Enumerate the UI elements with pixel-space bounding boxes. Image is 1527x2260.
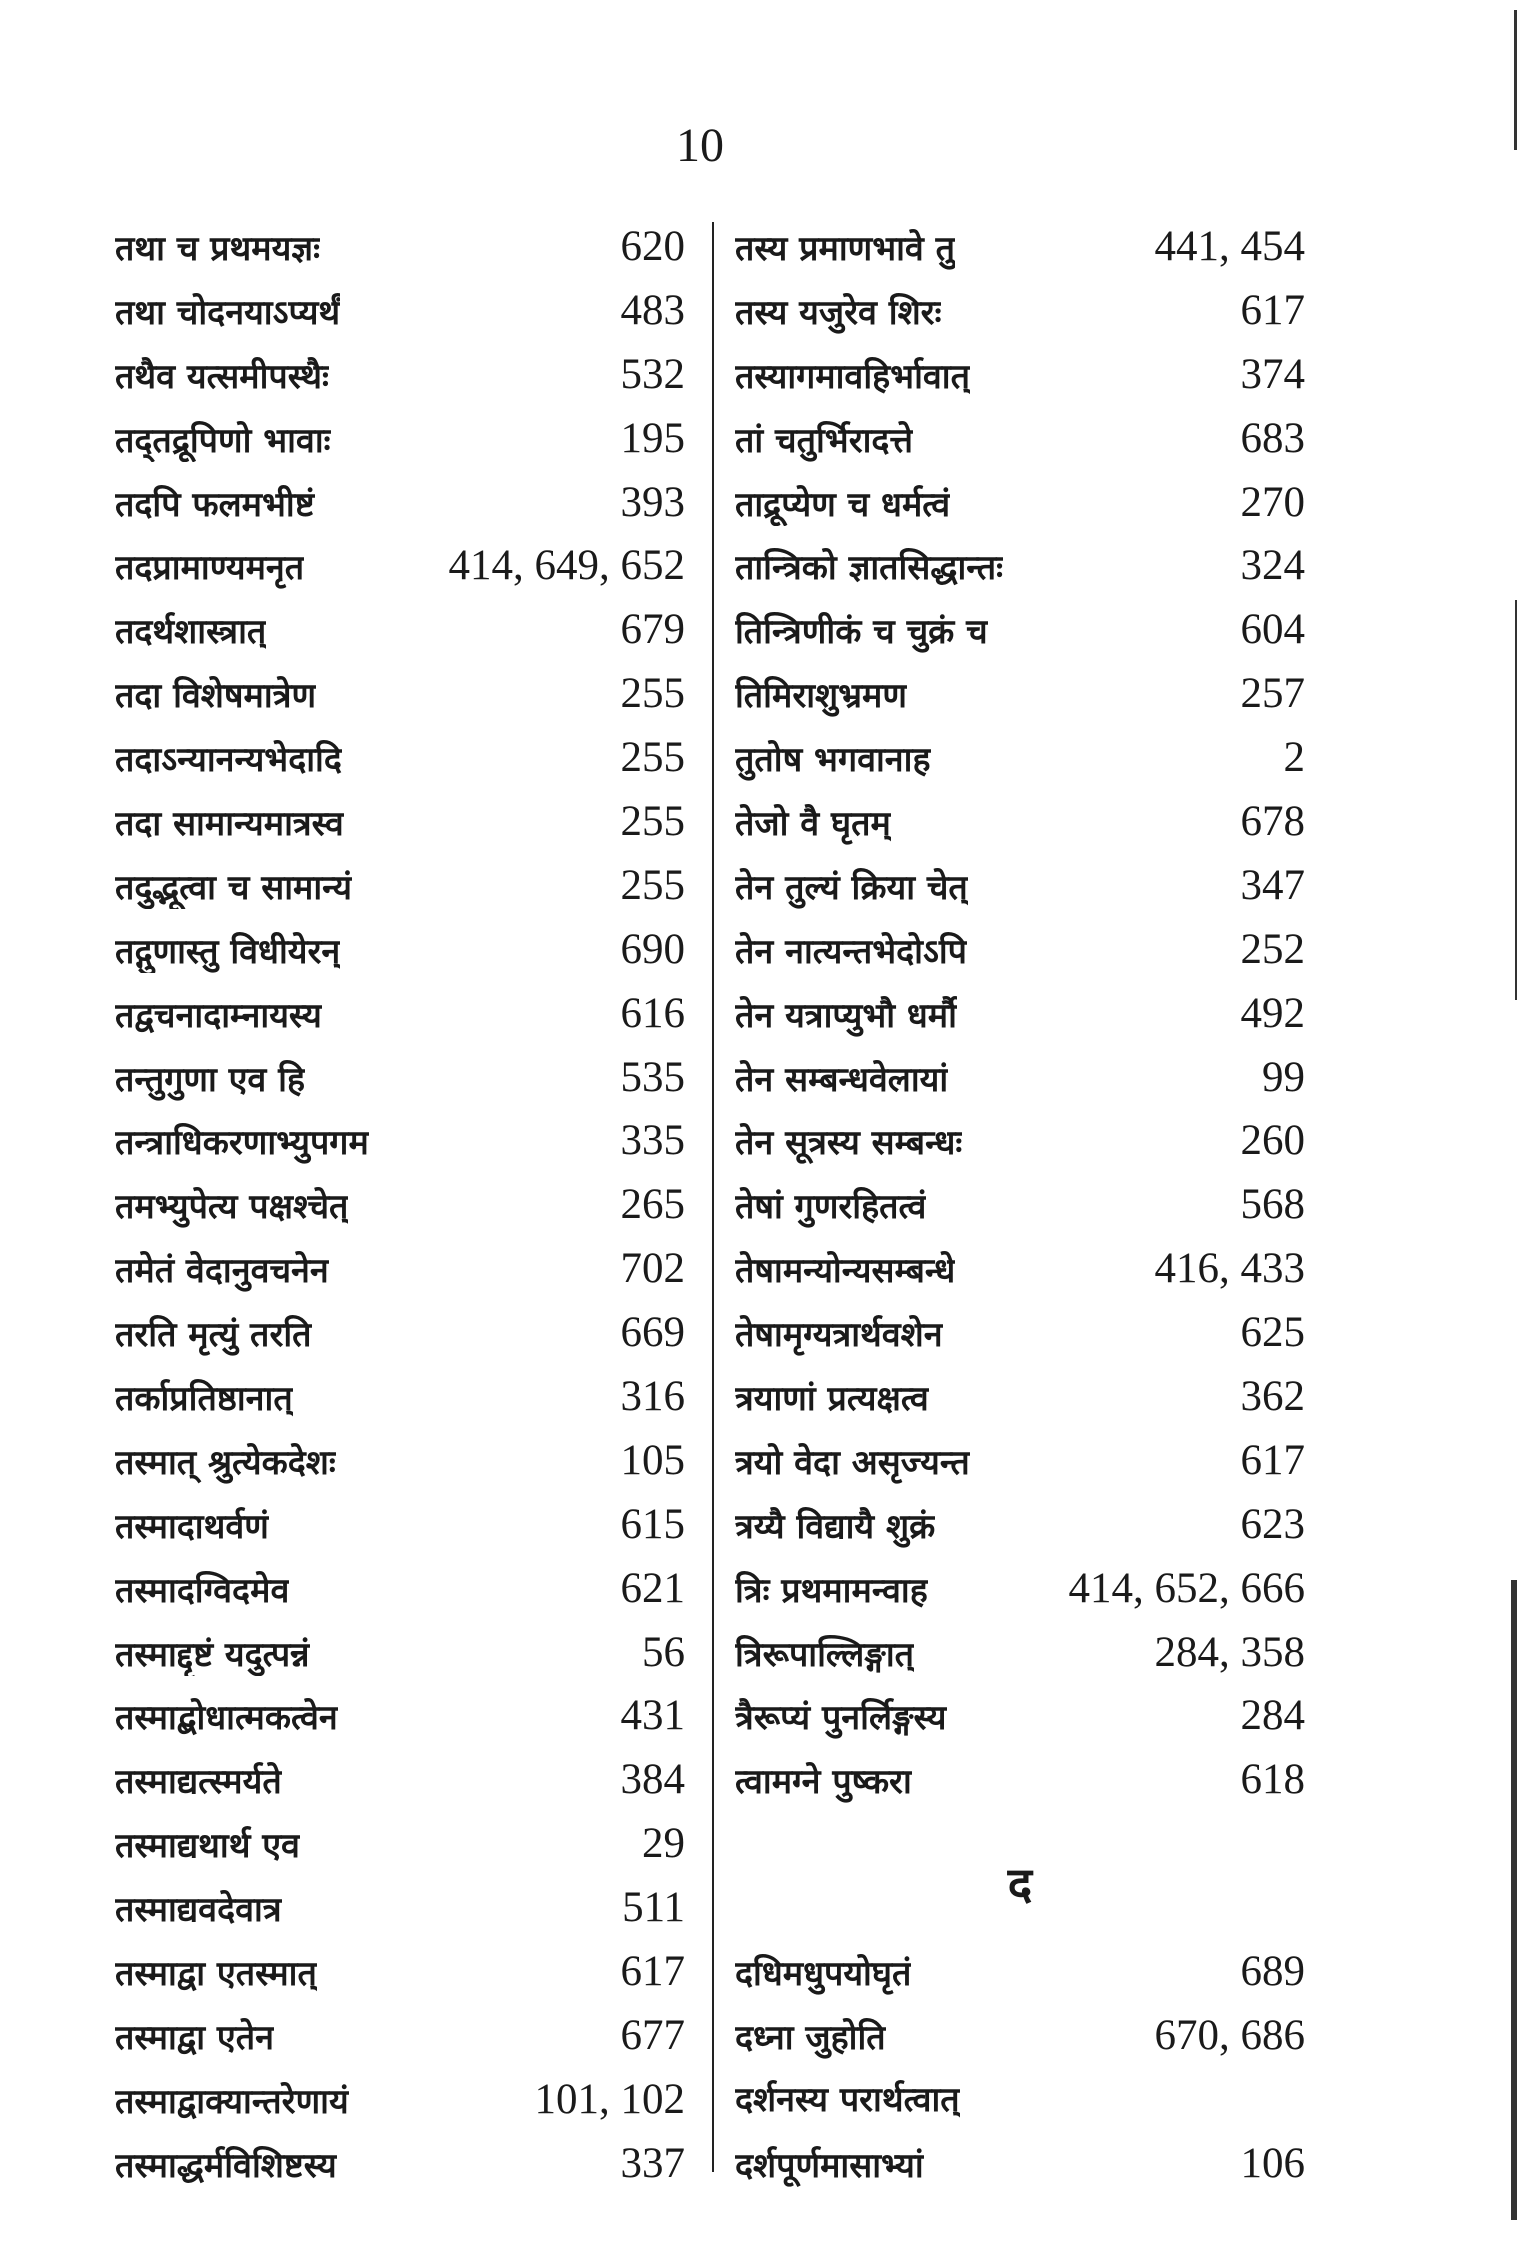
index-entry [735,1116,1305,1180]
index-term: तेषां गुणरहितत्वं [735,1187,927,1228]
index-section-d [735,1947,1305,2203]
index-entry [115,669,685,733]
index-term: तस्माद्यवदेवात्र [115,1890,282,1931]
index-page-ref: 252 [1240,925,1305,973]
index-term: तदाऽन्यानन्यभेदादि [115,740,342,781]
index-page-ref: 101, 102 [534,2075,685,2123]
index-term: तस्माद्वा एतेन [115,2017,274,2058]
index-entry [115,2075,685,2139]
index-page-ref: 270 [1240,478,1305,526]
index-page-ref: 670, 686 [1154,2011,1305,2059]
index-entry [115,797,685,861]
index-entry [115,2139,685,2203]
index-page-ref: 414, 649, 652 [448,542,685,590]
index-page-ref: 2 [1283,734,1305,782]
index-page-ref: 568 [1240,1181,1305,1229]
index-page-ref: 384 [620,1756,685,1804]
index-column-right [735,222,1305,2203]
index-entry [115,1819,685,1883]
index-entry [115,925,685,989]
index-term: त्रैरूप्यं पुनर्लिङ्गस्य [735,1698,947,1739]
index-page-ref: 195 [620,414,685,462]
index-page-ref: 29 [642,1820,685,1868]
index-page-ref: 615 [620,1500,685,1548]
index-entry [115,1436,685,1500]
index-term: तद्वचनादाम्नायस्य [115,995,322,1036]
index-page-ref: 255 [620,670,685,718]
index-page-ref: 374 [1240,350,1305,398]
index-term: त्रय्यै विद्यायै शुक्रं [735,1506,936,1547]
index-page-ref: 99 [1262,1053,1305,1101]
index-entry [735,925,1305,989]
index-term: तस्मादग्विदमेव [115,1570,290,1611]
index-term: तदर्थशास्त्रात् [115,612,267,653]
index-term: त्वामग्ने पुष्करा [735,1762,912,1803]
index-page-ref: 618 [1240,1756,1305,1804]
index-entry [735,861,1305,925]
index-entry [115,1564,685,1628]
index-entry [115,605,685,669]
index-term: तस्य यजुरेव शिरः [735,292,942,333]
index-term: त्रयाणां प्रत्यक्षत्व [735,1379,929,1420]
page-edge-mark [1515,600,1517,1000]
index-entry [735,1564,1305,1628]
index-term: तमेतं वेदानुवचनेन [115,1251,329,1292]
index-section-t [735,222,1305,1819]
index-page-ref: 532 [620,350,685,398]
index-entry [115,1308,685,1372]
index-term: तेषामन्योन्यसम्बन्धे [735,1251,956,1292]
index-term: तेषामृग्यत्रार्थवशेन [735,1315,943,1356]
index-term: तद्गुणास्तु विधीयेरन् [115,931,341,972]
index-entry [115,1116,685,1180]
index-term: तस्य प्रमाणभावे तु [735,229,956,269]
index-term: तथा च प्रथमयज्ञः [115,229,320,269]
index-entry [735,669,1305,733]
section-heading: द [1007,1857,1033,1912]
index-entry [735,2011,1305,2075]
index-page-ref: 492 [1240,989,1305,1037]
index-term: तान्त्रिको ज्ञातसिद्धान्तः [735,548,1004,589]
index-page-ref: 316 [620,1373,685,1421]
index-term: तिन्त्रिणीकं च चुक्रं च [735,612,988,653]
index-page-ref: 702 [620,1245,685,1293]
index-term: तस्मादाथर्वणं [115,1506,269,1547]
index-term: दर्शनस्य परार्थत्वात् [735,2079,960,2120]
index-entry [735,1755,1305,1819]
index-entry [735,797,1305,861]
index-entry [115,350,685,414]
index-entry [115,478,685,542]
index-page-ref: 689 [1240,1948,1305,1996]
index-entry [735,1180,1305,1244]
index-page-ref: 347 [1240,861,1305,909]
index-page-ref: 337 [620,2139,685,2187]
index-term: तेन सम्बन्धवेलायां [735,1059,949,1100]
index-entry [735,733,1305,797]
index-term: दर्शपूर्णमासाभ्यां [735,2145,924,2186]
index-page-ref: 535 [620,1053,685,1101]
index-entry [735,989,1305,1053]
index-entry [735,1500,1305,1564]
index-entry [115,1372,685,1436]
index-term: तेन नात्यन्तभेदोऽपि [735,931,967,972]
index-term: दध्ना जुहोति [735,2017,886,2058]
index-entry [115,1755,685,1819]
index-page-ref: 416, 433 [1154,1245,1305,1293]
index-column-left [115,222,685,2203]
index-entry [735,2139,1305,2203]
index-page-ref: 621 [620,1564,685,1612]
index-entry [115,1053,685,1117]
index-entry [735,1436,1305,1500]
index-page-ref: 284 [1240,1692,1305,1740]
index-page-ref: 260 [1240,1117,1305,1165]
index-entry [735,605,1305,669]
index-term: दधिमधुपयोघृतं [735,1954,912,1995]
index-term: तदा विशेषमात्रेण [115,676,317,717]
index-term: तस्माद्दृष्टं यदुत्पन्नं [115,1634,310,1675]
index-entry [735,1628,1305,1692]
index-page-ref: 255 [620,798,685,846]
index-page-ref: 625 [1240,1309,1305,1357]
index-term: तथा चोदनयाऽप्यर्थं [115,292,341,333]
index-entry [115,989,685,1053]
index-entry [115,286,685,350]
index-entry [115,2011,685,2075]
index-term: तस्यागमावहिर्भावात् [735,356,970,397]
index-page-ref: 620 [620,223,685,270]
index-entry [735,1372,1305,1436]
index-entry [115,1628,685,1692]
index-entry [115,1244,685,1308]
index-page-ref: 431 [620,1692,685,1740]
index-term: तेजो वै घृतम् [735,804,891,845]
index-term: तन्तुगुणा एव हि [115,1059,306,1100]
index-page-ref: 483 [620,286,685,334]
index-entry [115,1947,685,2011]
index-term: त्रिरूपाल्लिङ्गात् [735,1634,915,1675]
index-entry [735,1053,1305,1117]
index-page-ref: 284, 358 [1154,1628,1305,1676]
index-term: तुतोष भगवानाह [735,740,931,781]
index-entry [115,222,685,286]
index-entry [735,2075,1305,2139]
page-edge-mark [1514,10,1517,150]
index-entry [735,1244,1305,1308]
index-page-ref: 56 [642,1628,685,1676]
index-page-ref: 255 [620,734,685,782]
index-term: तस्माद्बोधात्मकत्वेन [115,1698,338,1739]
index-page-ref: 617 [1240,1436,1305,1484]
index-term: तदा सामान्यमात्रस्व [115,804,344,845]
index-term: तस्माद्यथार्थ एव [115,1826,300,1867]
index-page-ref: 106 [1240,2139,1305,2187]
index-entry [735,1308,1305,1372]
index-page-ref: 255 [620,861,685,909]
index-term: तन्त्राधिकरणाभ्युपगम [115,1123,369,1164]
index-page-ref: 265 [620,1181,685,1229]
index-page-ref: 677 [620,2011,685,2059]
index-term: त्रिः प्रथमामन्वाह [735,1570,928,1611]
index-page-ref: 393 [620,478,685,526]
index-entry [115,1500,685,1564]
index-entry [735,414,1305,478]
column-divider [712,222,714,2172]
index-page-ref: 335 [620,1117,685,1165]
index-page-ref: 683 [1240,414,1305,462]
index-page-ref: 679 [620,606,685,654]
index-term: तदप्रामाण्यमनृत [115,548,305,589]
index-entry [115,733,685,797]
index-entry [735,1691,1305,1755]
index-entry [735,541,1305,605]
index-page-ref: 362 [1240,1373,1305,1421]
index-term: तदपि फलमभीष्टं [115,484,315,525]
index-term: तथैव यत्समीपस्थैः [115,356,329,397]
index-term: तरति मृत्युं तरति [115,1315,312,1356]
index-page-ref: 617 [620,1948,685,1996]
index-entry [115,861,685,925]
index-term: तर्काप्रतिष्ठानात् [115,1379,293,1420]
index-page-ref: 669 [620,1309,685,1357]
index-term: तेन सूत्रस्य सम्बन्धः [735,1123,963,1164]
index-page-ref: 324 [1240,542,1305,590]
index-term: तिमिराशुभ्रमण [735,676,907,717]
index-entry [735,286,1305,350]
index-page-ref: 105 [620,1436,685,1484]
index-page-ref: 690 [620,925,685,973]
index-term: तां चतुर्भिरादत्ते [735,420,913,461]
index-page-ref: 414, 652, 666 [1068,1564,1305,1612]
index-entry [115,1883,685,1947]
index-entry [115,1180,685,1244]
index-term: तस्माद्धर्मविशिष्टस्य [115,2145,337,2186]
index-term: तद्‌तद्रूपिणो भावाः [115,420,331,461]
index-page-ref: 623 [1240,1500,1305,1548]
index-term: त्रयो वेदा असृज्यन्त [735,1442,970,1483]
index-entry [735,350,1305,414]
index-page-ref: 616 [620,989,685,1037]
index-term: तमभ्युपेत्य पक्षश्चेत् [115,1187,349,1228]
index-page-ref: 511 [622,1884,685,1932]
index-term: ताद्रूप्येण च धर्मत्वं [735,484,951,525]
index-entry [735,478,1305,542]
index-entry [735,222,1305,286]
index-entry [115,541,685,605]
index-page-ref: 604 [1240,606,1305,654]
index-entry [735,1947,1305,2011]
page-number: 10 [676,119,724,172]
index-term: तेन तुल्यं क्रिया चेत् [735,867,968,908]
index-entry [115,414,685,478]
index-page-ref: 257 [1240,670,1305,718]
index-page-ref: 678 [1240,798,1305,846]
index-page-ref: 617 [1240,286,1305,334]
index-term: तेन यत्राप्युभौ धर्मौ [735,995,957,1036]
index-entry [115,1691,685,1755]
index-term: तस्माद्वा एतस्मात् [115,1954,317,1995]
index-term: तस्मात् श्रुत्येकदेशः [115,1442,336,1483]
index-term: तदुद्भूत्वा च सामान्यं [115,867,352,908]
page-edge-mark [1511,1580,1517,2220]
index-term: तस्माद्वाक्यान्तरेणायं [115,2081,349,2122]
index-page-ref: 441, 454 [1154,223,1305,270]
index-term: तस्माद्यत्स्मर्यते [115,1762,282,1803]
